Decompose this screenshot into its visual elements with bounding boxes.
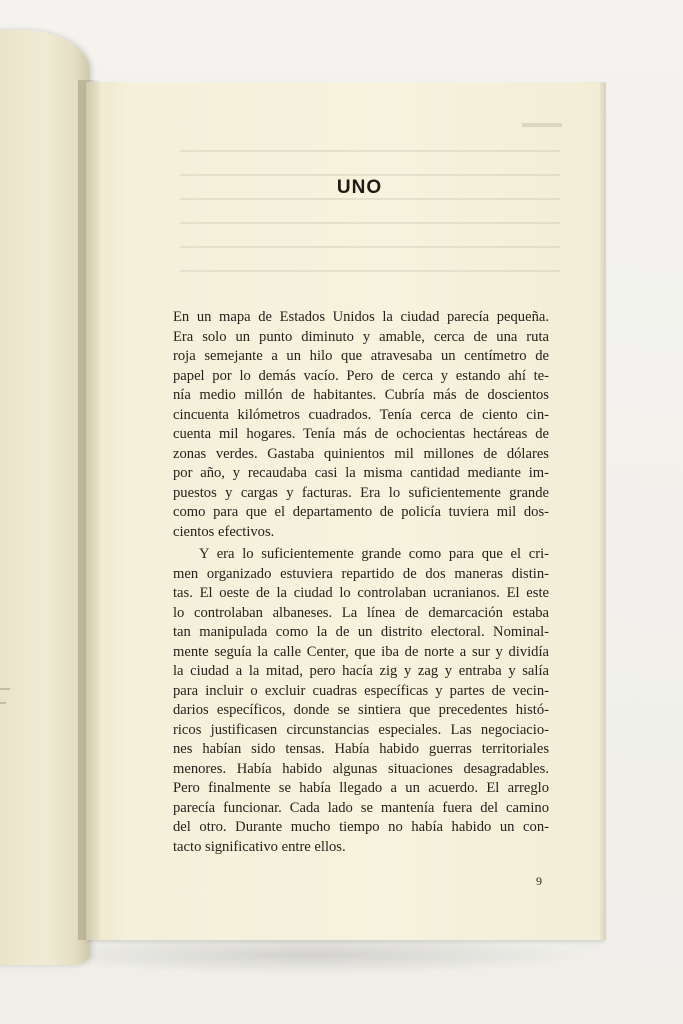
page-edge [600,82,606,940]
text-line: roja semejante a un hilo que atravesaba un centímetro de [173,348,549,364]
text-line: Y era lo suficientemente grande como para que el cri- [199,546,549,562]
text-line: cientos efectivos. [173,523,275,540]
text-line: puestos y cargas y facturas. Era lo suficientemente grande [173,484,549,501]
running-head-bleed [522,123,562,127]
left-page-ghost-text [0,702,6,704]
left-page-ghost-text [0,688,10,690]
text-line: del otro. Durante mucho tiempo no había habido un con- [173,819,549,835]
paragraph-2 [173,545,549,857]
text-line: cincuenta kilómetros cuadrados. Tenía cerca de ciento cin- [173,406,549,423]
text-line: tas. El oeste de la ciudad lo controlaban ucranianos. El este [173,585,549,601]
paragraph-1 [173,308,549,542]
text-line: men organizado estuviera repartido de dos maneras distin- [173,565,549,582]
text-line: la ciudad a la mitad, pero hacía zig y zag y entraba y salía [173,663,549,679]
text-line: lo controlaban albaneses. La línea de demarcación estaba [173,604,549,621]
text-line: darios específicos, donde se sintiera que precedentes histó- [173,702,549,718]
text-line: Era solo un punto diminuto y amable, cerca de una ruta [173,328,549,345]
body-text [173,308,549,860]
text-line: En un mapa de Estados Unidos la ciudad parecía pequeña. [173,309,549,325]
text-line: tan manipulada como la de un distrito electoral. Nominal- [173,624,549,640]
text-line: por año, y recaudaba casi la misma cantidad mediante im- [173,465,549,481]
text-line: nes habían sido tensas. Había habido guerras territoriales [173,741,549,757]
text-line: ricos justificasen circunstancias especiales. Las negociacio- [173,721,549,738]
text-line: menores. Había habido algunas situaciones desagradables. [173,760,549,777]
chapter-title: UNO [336,177,383,198]
book-shadow [30,935,590,975]
text-line: Pero finalmente se había llegado a un acuerdo. El arreglo [173,780,549,796]
text-line: mente seguía la calle Center, que iba de norte a sur y dividía [173,643,549,660]
text-line: como para que el departamento de policía tuviera mil dos- [173,504,549,520]
text-line: nía medio millón de habitantes. Cubría más de doscientos [173,387,549,403]
text-line: zonas verdes. Gastaba quinientos mil millones de dólares [173,445,549,462]
text-line: parecía funcionar. Cada lado se mantenía fuera del camino [173,799,549,816]
left-page [0,30,90,965]
text-line: cuenta mil hogares. Tenía más de ochocientas hectáreas de [173,426,549,442]
text-line: papel por lo demás vacío. Pero de cerca y estando ahí te- [173,367,549,384]
page-number: 9 [536,874,542,888]
text-line: tacto significativo entre ellos. [173,838,346,855]
text-line: para incluir o excluir cuadras específicas y partes de vecin- [173,682,549,699]
book-gutter [78,80,100,940]
